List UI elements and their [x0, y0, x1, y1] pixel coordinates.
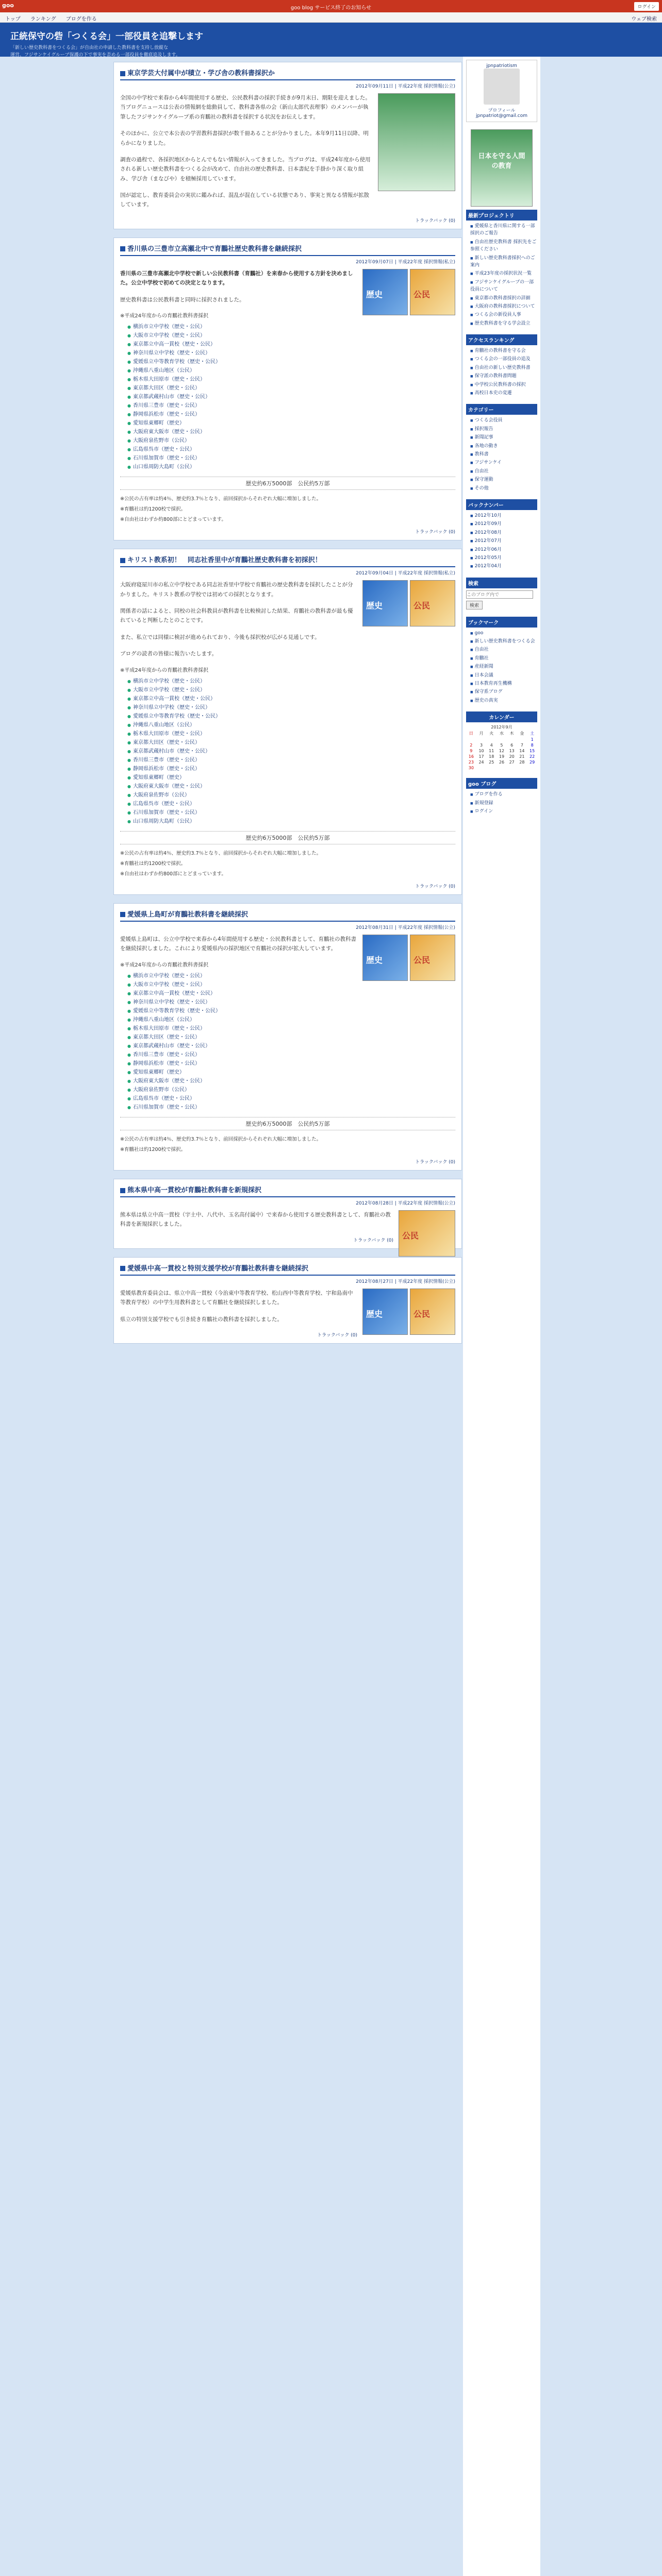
category-link[interactable]: ■ その他	[466, 485, 537, 492]
ranking-link[interactable]: ■ 育鵬社の教科書を守る会	[466, 347, 537, 354]
goo-logo[interactable]: goo	[2, 2, 14, 9]
list-item: ● 大阪府東大阪市（歴史・公民）	[120, 428, 455, 436]
blog-header	[0, 23, 662, 57]
access-ranking-box	[466, 334, 537, 397]
civics-textbook-image	[410, 269, 455, 315]
calendar-cell[interactable]	[527, 765, 537, 771]
article-paragraph: 大阪府寝屋川市の私立中学校である同志社香里中学校で育鵬社の歴史教科書を採択したことが分かりました。キリスト教系の学校では初めての採択となります。	[120, 582, 353, 598]
calendar-cell[interactable]	[517, 737, 527, 742]
sidebar	[463, 57, 540, 2576]
category-link[interactable]: ■ 自由社	[466, 468, 537, 475]
total-summary: 歴史約6万5000部 公民約5万部	[120, 831, 455, 844]
avatar[interactable]	[484, 69, 520, 105]
category-link[interactable]: ■ フジサンケイ	[466, 459, 537, 466]
list-item: ● 大阪府東大阪市（歴史・公民）	[120, 782, 455, 791]
calendar-month: 2012年9月	[491, 725, 512, 730]
article-note: ※公民の占有率は約4％、歴史約3.7％となり、前回採択からそれぞれ大幅に増加しました。	[120, 1136, 322, 1142]
trackback-link[interactable]: トラックバック (0)	[317, 1332, 357, 1338]
archive-link[interactable]: ■ 2012年06月	[466, 546, 537, 553]
list-item: ● 神奈川県立中学校（歴史・公民）	[120, 349, 455, 358]
categories-title: カテゴリー	[466, 404, 537, 415]
calendar-cell[interactable]: 23	[468, 760, 474, 765]
calendar-cell[interactable]: 30	[468, 766, 474, 771]
profile-name[interactable]: jpnpatriotism	[486, 63, 517, 69]
list-item: ● 広島県呉市（歴史・公民）	[120, 445, 455, 454]
calendar-cell[interactable]: 6	[510, 743, 514, 748]
list-item: ● 東京都武蔵村山市（歴史・公民）	[120, 1042, 455, 1050]
left-margin	[0, 57, 113, 2576]
category-link[interactable]: ■ 各地の動き	[466, 443, 537, 450]
top-bar	[0, 0, 662, 12]
calendar-cell[interactable]: 25	[489, 760, 494, 765]
history-textbook-image	[362, 935, 408, 981]
article-paragraph: 全国の中学校で来春から4年間使用する歴史、公民教科書の採択手続きが9月末日、期限を迎えました。当ブログニュースは公表の情報網を総動員して、教科書各県の会（新山太郎代表理事）のメンバーが執筆したフジサンケイグループ系の育鵬社の教科書を採択する状況をお伝えします。	[120, 95, 371, 120]
archive-link[interactable]: ■ 2012年08月	[466, 529, 537, 536]
calendar-cell[interactable]: 10	[478, 749, 484, 754]
calendar-cell[interactable]: 13	[509, 749, 515, 754]
list-item: ● 石川県加賀市（歴史・公民）	[120, 1103, 455, 1112]
bookmark-link[interactable]: ■ 育鵬社	[466, 655, 537, 662]
article-date[interactable]: 2012年08月27日 | 平成22年度 採択情報(公立)	[356, 1279, 455, 1284]
list-header: ※平成24年度からの育鵬社教科書採択	[120, 667, 209, 673]
civics-textbook-image	[399, 1210, 455, 1257]
menu-create-blog[interactable]: ブログを作る	[65, 16, 97, 22]
recent-entry-link[interactable]: ■ 自由社歴史教科書 採択先をご参照ください	[466, 239, 537, 253]
list-item: ● 愛媛県立中等教育学校（歴史・公民）	[120, 1007, 455, 1015]
archive-title: バックナンバー	[466, 499, 537, 510]
square-icon	[120, 246, 125, 251]
calendar-cell[interactable]	[476, 737, 487, 742]
article-4	[113, 903, 462, 1171]
calendar-cell[interactable]	[517, 765, 527, 771]
bookmark-link[interactable]: ■ 新しい歴史教科書をつくる会	[466, 638, 537, 645]
calendar-cell[interactable]: 19	[499, 754, 505, 759]
article-title[interactable]: 香川県の三豊市立高瀬北中で育鵬社歴史教科書を継続採択	[120, 243, 455, 256]
main-column	[113, 57, 462, 1352]
history-textbook-image	[362, 269, 408, 315]
article-3	[113, 549, 462, 895]
calendar-cell[interactable]: 15	[529, 749, 535, 754]
ranking-link[interactable]: ■ 中学校公民教科書の採択	[466, 381, 537, 388]
article-1	[113, 62, 462, 229]
book-cover-image	[378, 93, 455, 191]
archive-link[interactable]: ■ 2012年09月	[466, 520, 537, 528]
menu-top[interactable]: トップ	[5, 16, 21, 22]
bookmark-link[interactable]: ■ 保守系ブログ	[466, 688, 537, 696]
list-item: ● 大阪府東大阪市（歴史・公民）	[120, 1077, 455, 1086]
adoption-list	[120, 312, 455, 471]
list-item: ● 大阪府泉佐野市（公民）	[120, 1086, 455, 1094]
list-item: ● 大阪市立中学校（歴史・公民）	[120, 331, 455, 340]
list-item: ● 愛知県東郷町（歴史）	[120, 773, 455, 782]
profile-box	[466, 60, 537, 122]
list-item: ● 神奈川県立中学校（歴史・公民）	[120, 998, 455, 1007]
calendar-day-header: 火	[489, 731, 494, 736]
civics-textbook-image	[410, 580, 455, 626]
list-item: ● 大阪市立中学校（歴史・公民）	[120, 686, 455, 694]
calendar-day-header: 水	[499, 731, 504, 736]
calendar-day-header: 土	[530, 731, 535, 736]
calendar-cell[interactable]: 1	[531, 737, 534, 742]
recent-entry-link[interactable]: ■ つくる会の新役員人事	[466, 311, 537, 318]
article-2	[113, 238, 462, 541]
calendar-cell[interactable]: 14	[519, 749, 525, 754]
square-icon	[120, 71, 125, 76]
list-item: ● 東京都大田区（歴史・公民）	[120, 1033, 455, 1042]
article-paragraph: 香川県の三豊市高瀬北中学校で新しい公民教科書（育鵬社）を来春から使用する方針を決めました。公立中学校で初めての決定となります。	[120, 270, 353, 286]
article-note: ※公民の占有率は約4％、歴史約3.7％となり、前回採択からそれぞれ大幅に増加しました。	[120, 850, 322, 856]
history-label: 歴史	[366, 601, 383, 611]
article-title[interactable]: 愛媛県中高一貫校と特別支援学校が育鵬社教科書を継続採択	[120, 1263, 455, 1276]
calendar-cell[interactable]	[466, 737, 476, 742]
book-cover-image[interactable]	[471, 129, 533, 207]
article-paragraph: 国が認定し、教育委員会の実状に鑑みれば、混乱が混在している状態であり、事実と異なる情報が拡散しています。	[120, 192, 369, 208]
archive-link[interactable]: ■ 2012年07月	[466, 537, 537, 545]
article-date[interactable]: 2012年09月04日 | 平成22年度 採択情報(私立)	[356, 571, 455, 577]
list-item: ● 沖縄県八重山地区（公民）	[120, 366, 455, 375]
web-search-link[interactable]: ウェブ検索	[631, 16, 657, 22]
calendar-cell[interactable]: 26	[499, 760, 505, 765]
ranking-link[interactable]: ■ つくる会の一部役員の追及	[466, 355, 537, 363]
calendar-cell[interactable]: 12	[499, 749, 505, 754]
list-item: ● 大阪市立中学校（歴史・公民）	[120, 980, 455, 989]
category-link[interactable]: ■ 採択報告	[466, 426, 537, 433]
list-item: ● 横浜市立中学校（歴史・公民）	[120, 972, 455, 980]
article-5	[113, 1179, 462, 1249]
recent-entry-link[interactable]: ■ フジサンケイグループの一部役員について	[466, 279, 537, 294]
article-title[interactable]: 愛媛県上島町が育鵬社教科書を継続採択	[120, 909, 455, 922]
bookmark-link[interactable]: ■ goo	[466, 630, 537, 637]
bookmark-link[interactable]: ■ 自由社	[466, 646, 537, 653]
profile-email[interactable]: jpnpatriot@gmail.com	[476, 113, 527, 118]
article-paragraph: ブログの読者の皆様に報告いたします。	[120, 651, 218, 657]
category-link[interactable]: ■ 教科書	[466, 451, 537, 458]
calendar-cell[interactable]	[486, 765, 496, 771]
ranking-link[interactable]: ■ 保守派の教科書問題	[466, 372, 537, 380]
ranking-link[interactable]: ■ 高校日本史の変遷	[466, 389, 537, 397]
article-date[interactable]: 2012年09月11日 | 平成22年度 採択情報(公立)	[356, 84, 455, 89]
calendar-cell[interactable]: 27	[509, 760, 515, 765]
history-label: 歴史	[366, 1309, 383, 1319]
calendar-cell[interactable]: 9	[470, 749, 473, 754]
list-item: ● 沖縄県八重山地区（公民）	[120, 721, 455, 730]
recent-entry-link[interactable]: ■ 東京都の教科書採択の詳細	[466, 295, 537, 302]
article-paragraph: 歴史教科書は公民教科書と同時に採択されました。	[120, 296, 245, 303]
civics-textbook-image	[410, 935, 455, 981]
square-icon	[120, 1188, 125, 1193]
list-header: ※平成24年度からの育鵬社教科書採択	[120, 962, 209, 968]
list-item: ● 東京都武蔵村山市（歴史・公民）	[120, 747, 455, 756]
list-item: ● 大阪府泉佐野市（公民）	[120, 436, 455, 445]
article-date[interactable]: 2012年09月07日 | 平成22年度 採択情報(私立)	[356, 259, 455, 265]
calendar-cell[interactable]: 16	[468, 754, 474, 759]
calendar-cell[interactable]	[486, 737, 496, 742]
trackback-link[interactable]: トラックバック (0)	[415, 884, 455, 889]
recent-entry-link[interactable]: ■ 大阪府の教科書採択について	[466, 303, 537, 310]
calendar-cell[interactable]: 8	[531, 743, 534, 748]
calendar-day-header: 日	[469, 731, 473, 736]
trackback-link[interactable]: トラックバック (0)	[353, 1238, 393, 1243]
list-item: ● 沖縄県八重山地区（公民）	[120, 1015, 455, 1024]
access-ranking-title: アクセスランキング	[466, 334, 537, 345]
archive-link[interactable]: ■ 2012年10月	[466, 512, 537, 519]
total-summary: 歴史約6万5000部 公民約5万部	[120, 1117, 455, 1130]
recent-entries-box	[466, 210, 537, 327]
calendar-day-header: 月	[479, 731, 484, 736]
archive-link[interactable]: ■ 2012年05月	[466, 554, 537, 562]
article-paragraph: 関係者の話によると、同校の社会科教員が教科書を比較検討した結果、育鵬社の教科書が最も優れていると判断したとのことです。	[120, 608, 353, 624]
archive-link[interactable]: ■ 2012年04月	[466, 563, 537, 570]
goo-link[interactable]: ■ ログイン	[466, 808, 537, 815]
calendar-cell[interactable]: 17	[478, 754, 484, 759]
search-input[interactable]	[466, 590, 533, 599]
textbook-images	[362, 269, 455, 315]
bookmark-link[interactable]: ■ 日本会議	[466, 672, 537, 679]
list-item: ● 横浜市立中学校（歴史・公民）	[120, 323, 455, 331]
list-item: ● 山口県周防大島町（公民）	[120, 463, 455, 471]
bookmark-link[interactable]: ■ 産経新聞	[466, 663, 537, 670]
list-item: ● 愛媛県立中等教育学校（歴史・公民）	[120, 358, 455, 366]
calendar-cell[interactable]	[496, 737, 507, 742]
history-label: 歴史	[366, 955, 383, 965]
category-link[interactable]: ■ 保守運動	[466, 476, 537, 483]
list-item: ● 愛媛県立中等教育学校（歴史・公民）	[120, 712, 455, 721]
list-item: ● 静岡県浜松市（歴史・公民）	[120, 765, 455, 773]
goo-blog-title: goo ブログ	[466, 778, 537, 789]
blog-title[interactable]: 正統保守の砦「つくる会」一部役員を追撃します	[10, 31, 203, 42]
history-textbook-image	[362, 1289, 408, 1335]
calendar-cell[interactable]: 21	[519, 754, 525, 759]
list-item: ● 東京都立中高一貫校（歴史・公民）	[120, 989, 455, 998]
calendar-cell[interactable]: 28	[519, 760, 525, 765]
civics-label: 公民	[413, 955, 431, 965]
civics-textbook-image	[410, 1289, 455, 1335]
article-note: ※自由社はわずか約800部にとどまっています。	[120, 871, 226, 877]
bookmark-link[interactable]: ■ 歴史の真実	[466, 697, 537, 704]
article-6	[113, 1257, 462, 1344]
square-icon	[120, 912, 125, 917]
profile-link[interactable]: プロフィール	[488, 108, 516, 113]
list-item: ● 栃木県大田原市（歴史・公民）	[120, 375, 455, 384]
blog-description-1: 「新しい歴史教科書をつくる会」が自由社の申請した教科書を支持し放縦な	[10, 45, 169, 50]
recent-entries-title: 最新プロジェクトリ	[466, 210, 537, 221]
list-item: ● 横浜市立中学校（歴史・公民）	[120, 677, 455, 686]
article-paragraph: 県立の特別支援学校でも引き続き育鵬社の教科書を採択しました。	[120, 1316, 283, 1323]
civics-label: 公民	[413, 289, 431, 299]
textbook-images	[362, 935, 455, 981]
list-item: ● 香川県三豊市（歴史・公民）	[120, 401, 455, 410]
calendar-cell[interactable]: 24	[478, 760, 484, 765]
goo-link[interactable]: ■ 新規登録	[466, 800, 537, 807]
article-note: ※育鵬社は約1200校で採択。	[120, 860, 186, 867]
textbook-images	[399, 1210, 455, 1257]
textbook-images	[362, 580, 455, 626]
civics-label: 公民	[402, 1231, 419, 1241]
calendar-box	[466, 711, 537, 771]
book-title: 日本を守る人間の教育	[478, 152, 525, 170]
login-button[interactable]: ログイン	[634, 2, 659, 11]
article-title[interactable]: 東京学芸大付属中が積立・学び舎の教科書採択か	[120, 67, 455, 80]
list-item: ● 静岡県浜松市（歴史・公民）	[120, 1059, 455, 1068]
list-item: ● 愛知県東郷町（歴史）	[120, 419, 455, 428]
list-item: ● 広島県呉市（歴史・公民）	[120, 800, 455, 808]
list-item: ● 東京都立中高一貫校（歴史・公民）	[120, 694, 455, 703]
calendar-cell[interactable]: 3	[480, 743, 483, 748]
list-item: ● 東京都武蔵村山市（歴史・公民）	[120, 393, 455, 401]
menu-items	[5, 14, 105, 22]
article-title[interactable]: キリスト教系初！ 同志社香里中が育鵬社歴史教科書を初採択！	[120, 554, 455, 567]
article-paragraph: 愛媛県上島町は、公立中学校で来春から4年間使用する歴史・公民教科書として、育鵬社の教科書を継続採択しました。これにより愛媛県内の採択地区で育鵬社の採択が拡大しています。	[120, 936, 356, 952]
calendar-cell[interactable]: 2	[470, 743, 473, 748]
calendar-table	[466, 730, 537, 771]
list-item: ● 東京都立中高一貫校（歴史・公民）	[120, 340, 455, 349]
calendar-cell[interactable]: 20	[509, 754, 515, 759]
calendar-title: カレンダー	[466, 711, 537, 722]
calendar-cell[interactable]: 5	[500, 743, 503, 748]
list-item: ● 大阪府泉佐野市（公民）	[120, 791, 455, 800]
civics-label: 公民	[413, 601, 431, 611]
list-item: ● 東京都大田区（歴史・公民）	[120, 738, 455, 747]
list-item: ● 香川県三豊市（歴史・公民）	[120, 1050, 455, 1059]
civics-label: 公民	[413, 1309, 431, 1319]
recent-entry-link[interactable]: ■ 歴史教科書を守る学会設立	[466, 320, 537, 327]
square-icon	[120, 1266, 125, 1271]
bookmark-link[interactable]: ■ 日本教育再生機構	[466, 680, 537, 687]
article-paragraph: また、私立では同様に検討が進められており、今後も採択校が広がる見通しです。	[120, 634, 320, 640]
content-wrap	[0, 57, 662, 2576]
article-date[interactable]: 2012年08月31日 | 平成22年度 採択情報(公立)	[356, 925, 455, 930]
goo-link[interactable]: ■ ブログを作る	[466, 791, 537, 798]
goo-blog-box	[466, 778, 537, 815]
list-item: ● 東京都大田区（歴史・公民）	[120, 384, 455, 393]
menu-bar	[0, 12, 662, 23]
list-item: ● 栃木県大田原市（歴史・公民）	[120, 1024, 455, 1033]
textbook-images	[362, 1289, 455, 1335]
service-notice-link[interactable]: goo blog サービス終了のお知らせ	[290, 5, 372, 11]
calendar-cell[interactable]	[476, 765, 487, 771]
article-title[interactable]: 熊本県中高一貫校が育鵬社教科書を新規採択	[120, 1184, 455, 1197]
article-note: ※公民の占有率は約4％、歴史約3.7％となり、前回採択からそれぞれ大幅に増加しました。	[120, 496, 322, 502]
categories-box	[466, 404, 537, 492]
article-paragraph: そのほかに、公立で本公表の学習教科書採択が数千冊あることが分かりました。本年9月11日以降、明らかになりました。	[120, 130, 369, 146]
list-item: ● 山口県周防大島町（公民）	[120, 817, 455, 826]
article-note: ※育鵬社は約1200校で採択。	[120, 506, 186, 513]
category-link[interactable]: ■ 新聞記事	[466, 434, 537, 441]
list-item: ● 石川県加賀市（歴史・公民）	[120, 808, 455, 817]
search-title: 検索	[466, 578, 537, 588]
bookmark-title: ブックマーク	[466, 617, 537, 628]
list-item: ● 栃木県大田原市（歴史・公民）	[120, 730, 455, 738]
calendar-cell[interactable]: 7	[520, 743, 523, 748]
search-button[interactable]: 検索	[466, 601, 483, 609]
blog-description-2: 運営、フジサンケイグループ保護の下で事実を歪める一部役員を徹底追及します。	[10, 52, 180, 58]
article-paragraph: 愛媛県教育委員会は、県立中高一貫校（今治東中等教育学校、松山西中等教育学校、宇和島南中等教育学校）の中学生用教科書として育鵬社を継続採択しました。	[120, 1290, 353, 1306]
calendar-cell[interactable]	[507, 737, 517, 742]
calendar-cell[interactable]: 22	[529, 754, 535, 759]
article-paragraph: 調査の過程で、各採択地区からとんでもない情報が入ってきました。当ブログは、平成24年度から使用される新しい歴史教科書をつくる会が改めて、自由社の歴史教科書、日本書紀を手掛かり深く取り組み、学び舎（まなびや）を積極採用しています。	[120, 156, 371, 182]
trackback-link[interactable]: トラックバック (0)	[415, 218, 455, 224]
history-label: 歴史	[366, 289, 383, 299]
search-box	[466, 578, 537, 609]
archive-box	[466, 499, 537, 570]
article-paragraph: 熊本県は県立中高一貫校（宇土中、八代中、玉名高付属中）で来春から使用する歴史教科書として、育鵬社の教科書を新規採択しました。	[120, 1212, 391, 1228]
category-link[interactable]: ■ つくる会役員	[466, 417, 537, 424]
calendar-cell[interactable]	[507, 765, 517, 771]
calendar-cell[interactable]: 18	[489, 754, 494, 759]
square-icon	[120, 558, 125, 563]
list-item: ● 静岡県浜松市（歴史・公民）	[120, 410, 455, 419]
list-item: ● 愛知県東郷町（歴史）	[120, 1068, 455, 1077]
list-item: ● 神奈川県立中学校（歴史・公民）	[120, 703, 455, 712]
list-item: ● 石川県加賀市（歴史・公民）	[120, 454, 455, 463]
trackback-link[interactable]: トラックバック (0)	[415, 1160, 455, 1165]
bookmark-box	[466, 617, 537, 705]
article-note: ※育鵬社は約1200校で採択。	[120, 1146, 186, 1153]
calendar-cell[interactable]: 11	[489, 749, 494, 754]
history-textbook-image	[362, 580, 408, 626]
calendar-cell[interactable]: 29	[529, 760, 535, 765]
article-note: ※自由社はわずか約800部にとどまっています。	[120, 517, 226, 523]
ranking-link[interactable]: ■ 自由社の新しい歴史教科書	[466, 364, 537, 371]
recent-entry-link[interactable]: ■ 新しい歴史教科書採択へのご案内	[466, 255, 537, 269]
total-summary: 歴史約6万5000部 公民約5万部	[120, 477, 455, 490]
calendar-cell[interactable]	[496, 765, 507, 771]
adoption-list	[120, 666, 455, 826]
recent-entry-link[interactable]: ■ 愛媛県と香川県に関する一部採択のご報告	[466, 223, 537, 238]
calendar-cell[interactable]: 4	[490, 743, 493, 748]
recent-entry-link[interactable]: ■ 平成23年度の採択状況一覧	[466, 270, 537, 277]
calendar-day-header: 木	[509, 731, 514, 736]
list-item: ● 香川県三豊市（歴史・公民）	[120, 756, 455, 765]
list-item: ● 広島県呉市（歴史・公民）	[120, 1094, 455, 1103]
list-header: ※平成24年度からの育鵬社教科書採択	[120, 313, 209, 319]
trackback-link[interactable]: トラックバック (0)	[415, 530, 455, 535]
calendar-day-header: 金	[520, 731, 524, 736]
adoption-list	[120, 961, 455, 1112]
menu-ranking[interactable]: ランキング	[30, 16, 56, 22]
article-date[interactable]: 2012年08月28日 | 平成22年度 採択情報(公立)	[356, 1201, 455, 1206]
